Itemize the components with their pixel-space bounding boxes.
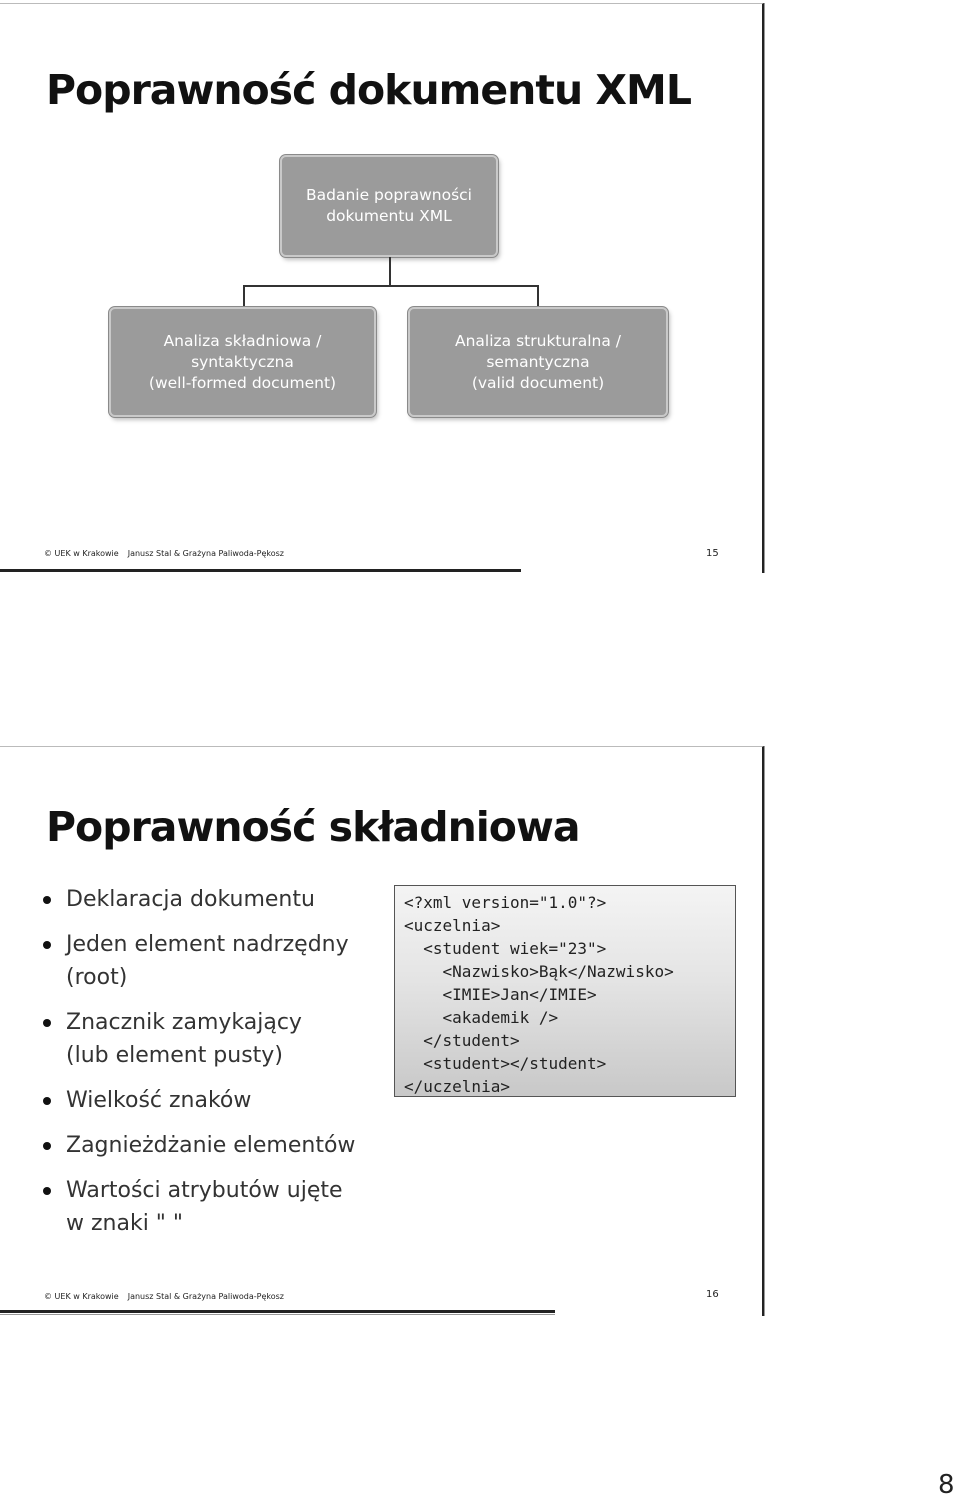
footer-rule — [0, 569, 521, 572]
bullet-icon — [43, 1019, 51, 1027]
code-line: <uczelnia> — [404, 916, 501, 935]
bullet-text: Jeden element nadrzędny — [66, 932, 349, 957]
box-text-line: semantyczna — [486, 352, 590, 371]
bullet-icon — [43, 896, 51, 904]
slide-15 — [0, 3, 764, 573]
list-item — [40, 883, 380, 916]
list-item — [40, 1174, 380, 1240]
code-line: <student wiek="23"> — [404, 939, 607, 958]
box-text-line: (well-formed document) — [148, 373, 337, 392]
connector-line — [243, 285, 539, 287]
handout-page-number: 8 — [938, 1470, 955, 1500]
bullet-text: (lub element pusty) — [66, 1043, 283, 1068]
box-text-line: Badanie poprawności — [306, 186, 472, 204]
copyright-text: © UEK w Krakowie — [44, 549, 119, 558]
code-line: <?xml version="1.0"?> — [404, 893, 607, 912]
footer-rule — [0, 1314, 555, 1315]
authors-text: Janusz Stal & Grażyna Paliwoda-Pękosz — [127, 549, 284, 558]
bullet-icon — [43, 1097, 51, 1105]
xml-code-sample — [394, 885, 736, 1097]
list-item — [40, 1084, 380, 1117]
bullet-text: Wartości atrybutów ujęte — [66, 1178, 343, 1203]
box-text-line: Analiza strukturalna / — [455, 331, 621, 350]
bullet-list — [40, 883, 380, 1252]
slide-title: Poprawność dokumentu XML — [46, 66, 691, 114]
bullet-text: Znacznik zamykający — [66, 1010, 302, 1035]
copyright-text: © UEK w Krakowie — [44, 1292, 119, 1301]
code-line: </student> — [404, 1031, 520, 1050]
code-line: <akademik /> — [404, 1008, 559, 1027]
slide-footer — [44, 1292, 284, 1301]
code-line: <student></student> — [404, 1054, 607, 1073]
bullet-text: Wielkość znaków — [66, 1088, 252, 1113]
code-line: <Nazwisko>Bąk</Nazwisko> — [404, 962, 674, 981]
slide-footer — [44, 549, 284, 558]
box-text-line: Analiza składniowa / — [163, 331, 322, 350]
connector-line — [243, 285, 245, 308]
box-text-line: (valid document) — [471, 373, 605, 392]
bullet-text: w znaki " " — [66, 1211, 184, 1236]
bullet-icon — [43, 1142, 51, 1150]
slide-title: Poprawność składniowa — [46, 803, 580, 851]
page-number: 15 — [706, 548, 719, 559]
diagram-left-box — [109, 307, 376, 417]
list-item — [40, 1006, 380, 1072]
code-line: <IMIE>Jan</IMIE> — [404, 985, 597, 1004]
bullet-icon — [43, 941, 51, 949]
bullet-text: Deklaracja dokumentu — [66, 887, 315, 912]
box-text-line: dokumentu XML — [326, 207, 452, 225]
code-line: </uczelnia> — [404, 1077, 510, 1096]
bullet-text: (root) — [66, 965, 128, 990]
bullet-text: Zagnieżdżanie elementów — [66, 1133, 356, 1158]
box-text-line: syntaktyczna — [191, 352, 294, 371]
connector-line — [537, 285, 539, 308]
page-number: 16 — [706, 1289, 719, 1300]
authors-text: Janusz Stal & Grażyna Paliwoda-Pękosz — [127, 1292, 284, 1301]
list-item — [40, 1129, 380, 1162]
footer-rule — [0, 1310, 555, 1313]
diagram-right-box — [408, 307, 668, 417]
list-item — [40, 928, 380, 994]
bullet-icon — [43, 1187, 51, 1195]
diagram-root-box — [280, 155, 498, 257]
connector-line — [389, 257, 391, 286]
slide-16 — [0, 746, 764, 1316]
